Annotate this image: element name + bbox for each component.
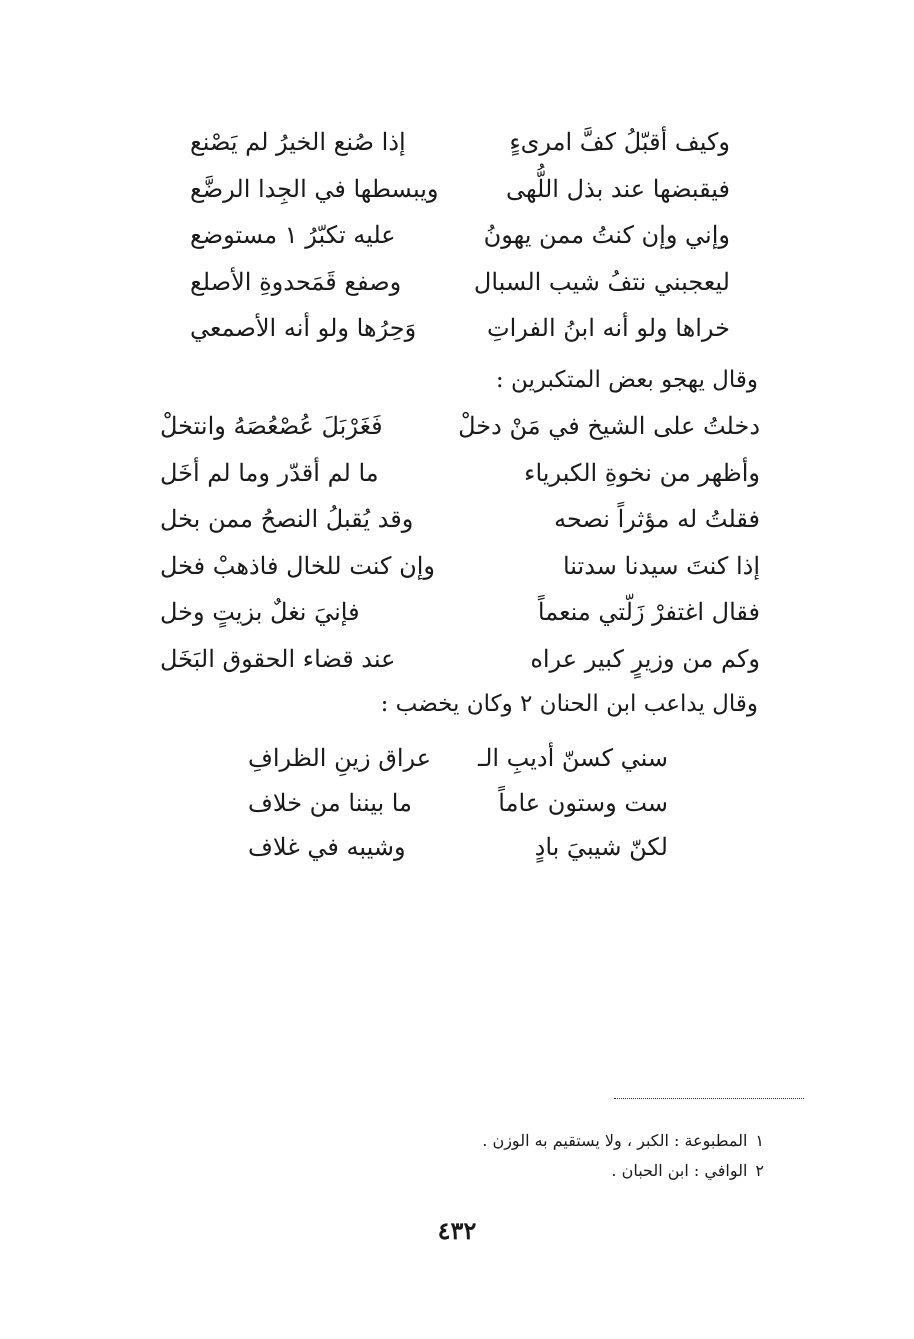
verse-first-hemistich: وإني وإن كنتُ ممن يهونُ — [483, 221, 730, 250]
poem-2 — [160, 412, 760, 692]
verse-second-hemistich: ما بيننا من خلاف — [248, 788, 412, 817]
footnote-number: ٢ — [755, 1161, 764, 1180]
poem-3 — [248, 744, 668, 878]
verse-first-hemistich: دخلتُ على الشيخ في مَنْ دخلْ — [458, 412, 760, 440]
verse-second-hemistich: فَغَرْبَلَ عُصْعُصَهُ وانتخلْ — [160, 412, 383, 440]
verse-second-hemistich: ويبسطها في الجِدا الرضَّع — [190, 174, 439, 203]
verse-first-hemistich: ست وستون عاماً — [498, 788, 668, 817]
verse-first-hemistich: لكنّ شيبيَ بادٍ — [534, 833, 668, 861]
verse-line — [248, 744, 668, 772]
verse-line — [190, 128, 730, 156]
verse-line — [190, 314, 730, 342]
verse-line — [160, 459, 760, 487]
verse-line — [190, 221, 730, 249]
verse-first-hemistich: وأظهر من نخوةِ الكبرياء — [524, 458, 760, 487]
poem-introduction: وقال يداعب ابن الحنان ٢ وكان يخضب : — [380, 691, 758, 717]
verse-first-hemistich: خراها ولو أنه ابنُ الفراتِ — [487, 314, 730, 343]
verse-first-hemistich: وكم من وزيرٍ كبير عراه — [530, 644, 760, 673]
footnote — [482, 1156, 764, 1186]
verse-second-hemistich: فإنيَ نغلٌ بزيتٍ وخل — [160, 598, 360, 627]
verse-line — [160, 645, 760, 673]
verse-first-hemistich: فقال اغتفرْ زَلّتي منعماً — [537, 598, 760, 627]
footnote-separator — [614, 1098, 804, 1099]
verse-line — [190, 175, 730, 203]
verse-second-hemistich: وشيبه في غلاف — [248, 833, 406, 861]
verse-second-hemistich: ما لم أقدّر وما لم أخَل — [160, 458, 379, 487]
verse-line — [248, 833, 668, 861]
verse-second-hemistich: وإن كنت للخال فاذهبْ فخل — [160, 551, 435, 580]
verse-line — [160, 412, 760, 440]
verse-second-hemistich: إذا صُنع الخيرُ لم يَصْنع — [190, 128, 406, 156]
verse-first-hemistich: فيقبضها عند بذل اللُّهى — [505, 174, 730, 203]
page-number: ٤٣٢ — [437, 1216, 477, 1245]
poem-1 — [190, 128, 730, 361]
footnote-number: ١ — [755, 1131, 764, 1150]
verse-line — [190, 268, 730, 296]
verse-second-hemistich: عليه تكبّرُ ١ مستوضع — [190, 221, 396, 250]
verse-first-hemistich: فقلتُ له مؤثراً نصحه — [554, 505, 760, 534]
verse-line — [248, 789, 668, 817]
verse-second-hemistich: عند قضاء الحقوق البَخَل — [160, 644, 396, 673]
verse-line — [160, 552, 760, 580]
verse-second-hemistich: وصفع قَمَحدوةِ الأصلع — [190, 267, 402, 296]
footnotes — [482, 1126, 764, 1186]
verse-second-hemistich: وقد يُقبلُ النصحُ ممن بخل — [160, 505, 414, 534]
footnote — [482, 1126, 764, 1156]
verse-first-hemistich: ليعجبني نتفُ شيب السبال — [473, 267, 730, 296]
poem-introduction: وقال يهجو بعض المتكبرين : — [495, 367, 758, 393]
verse-first-hemistich: سني كسنّ أديبِ الـ — [478, 744, 668, 772]
verse-line — [160, 505, 760, 533]
verse-first-hemistich: إذا كنتَ سيدنا سدتنا — [562, 551, 760, 580]
verse-first-hemistich: وكيف أقبّلُ كفَّ امرىءٍ — [509, 128, 730, 156]
footnote-text: الوافي : ابن الحبان . — [611, 1161, 748, 1180]
verse-second-hemistich: وَحِرُها ولو أنه الأصمعي — [190, 314, 417, 343]
verse-second-hemistich: عراق زينِ الظرافِ — [248, 744, 432, 772]
verse-line — [160, 598, 760, 626]
footnote-text: المطبوعة : الكبر ، ولا يستقيم به الوزن . — [482, 1131, 748, 1150]
